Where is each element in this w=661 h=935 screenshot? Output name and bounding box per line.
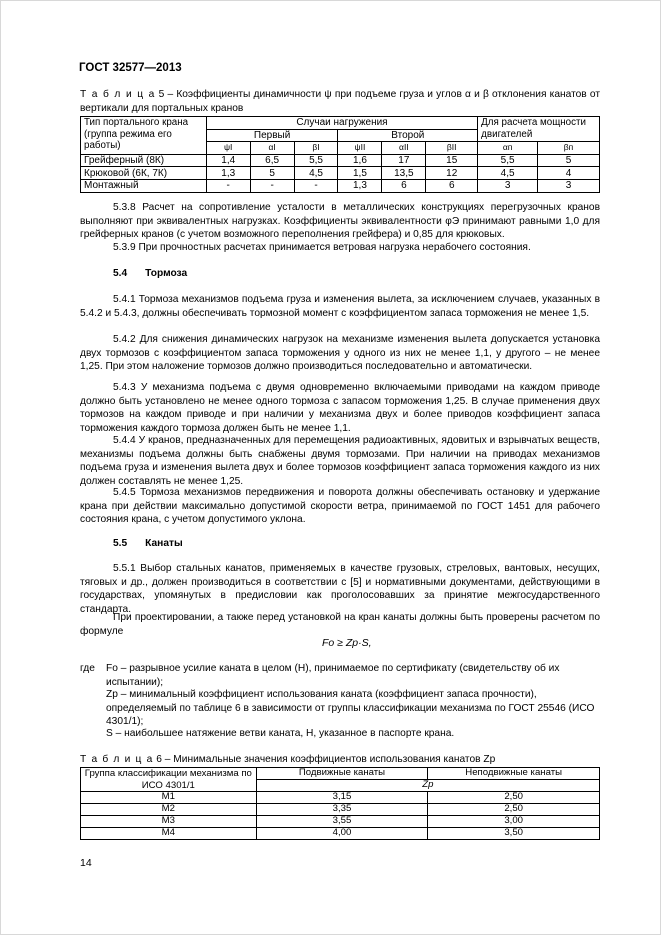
table5-sub-beta2: βII <box>426 142 478 155</box>
table6-col-group: Группа классификации механизма по ИСО 4301/1 <box>81 768 257 792</box>
table6-moving: 3,15 <box>256 792 428 804</box>
table6-fixed: 3,00 <box>428 816 600 828</box>
table5 <box>80 116 600 193</box>
table6-group: M4 <box>81 828 257 840</box>
table5-cell: 1,6 <box>338 154 382 167</box>
table5-cell: 1,3 <box>206 167 250 180</box>
table5-sub-beta-p: βп <box>538 142 600 155</box>
table6-col-zp: Zp <box>256 780 599 792</box>
where-zp: Zp – минимальный коэффициент использования каната (коэффициент запаса прочности), определяемый по таблице 6 в зависимости от группы классификации механизма по ГОСТ 25546 (ИСО 4301/1); <box>106 689 595 727</box>
section-number: 5.5 <box>113 538 128 549</box>
table5-caption-prefix: Т а б л и ц а <box>80 89 156 100</box>
table5-cell: 4,5 <box>294 167 338 180</box>
paragraph-5-4-2: 5.4.2 Для снижения динамических нагрузок на механизме изменения вылета допускается установка двух тормозов с коэффициентом запаса торможения у одного из них не менее 1,1, у другого – не менее 1,25. При этом наложение тормозов должно производиться последовательно и автоматически. <box>80 334 600 372</box>
section-title: Тормоза <box>145 268 188 279</box>
section-number: 5.4 <box>113 268 128 279</box>
paragraph-5-4-4: 5.4.4 У кранов, предназначенных для перемещения радиоактивных, ядовитых и взрывчатых веществ, механизмы подъема должны быть снабжены двумя тормозами. При наличии на приводах механизмов подъема груза и изменения вылета двух и более тормозов коэффициент запаса торможения каждого из них должен составлять не менее 1,25. <box>80 435 600 487</box>
table5-col-second: Второй <box>338 129 478 142</box>
table5-cell: 4,5 <box>478 167 538 180</box>
table6-group: M1 <box>81 792 257 804</box>
table-row <box>81 154 600 167</box>
table5-cell: 13,5 <box>382 167 426 180</box>
table5-col-calc: Для расчета мощности двигателей <box>478 117 600 142</box>
table5-cell: 3 <box>538 179 600 192</box>
table5-cell: - <box>294 179 338 192</box>
table5-sub-psi1: ψI <box>206 142 250 155</box>
table6-moving: 3,35 <box>256 804 428 816</box>
section-5-5-heading <box>113 538 183 549</box>
table6-fixed: 3,50 <box>428 828 600 840</box>
where-s: S – наибольшее натяжение ветви каната, Н, указанное в паспорте крана. <box>106 728 455 739</box>
table5-cell: 1,5 <box>338 167 382 180</box>
table5-cell: 5 <box>538 154 600 167</box>
table5-cell: 5 <box>250 167 294 180</box>
paragraph-5-3-8: 5.3.8 Расчет на сопротивление усталости в металлических конструкциях перегрузочных кранов выполняют при эквивалентных нагрузках. Коэффициенты эквивалентности φЭ принимают равными 1,0 для грейферных кранов (с учетом возможного переполнения грейфера) и 0,85 для крюковых. <box>80 202 600 240</box>
section-title: Канаты <box>145 538 183 549</box>
table5-col-type: Тип портального крана (группа режима его работы) <box>81 117 207 155</box>
paragraph-design: При проектировании, а также перед установкой на кран канаты должны быть проверены расчетом по формуле <box>80 612 600 637</box>
table5-cell: 3 <box>478 179 538 192</box>
table5-cell: 1,4 <box>206 154 250 167</box>
table5-cell: 12 <box>426 167 478 180</box>
page-number: 14 <box>80 857 92 869</box>
where-fo: Fо – разрывное усилие каната в целом (Н), принимаемое по сертификату (свидетельству об их испытании); <box>106 663 560 688</box>
table-row <box>81 804 600 816</box>
formula: Fо ≥ Zp·S, <box>322 637 372 649</box>
paragraph-5-4-5: 5.4.5 Тормоза механизмов передвижения и поворота должны обеспечивать остановку и удержание крана при действии максимально допустимой скорости ветра, принимаемой по ГОСТ 1451 для рабочего состояния крана, с учетом допустимого уклона. <box>80 487 600 525</box>
table5-cell: 4 <box>538 167 600 180</box>
table6-fixed: 2,50 <box>428 792 600 804</box>
table5-sub-psi2: ψII <box>338 142 382 155</box>
paragraph-5-5-1: 5.5.1 Выбор стальных канатов, применяемых в качестве грузовых, стреловых, вантовых, несущих, тяговых и др., должен производиться в соответствии с [5] и нормативными документами, действующими в государствах, упомянутых в предисловии как проголосовавших за принятие межгосударственного стандарта. <box>80 563 600 615</box>
document-header: ГОСТ 32577—2013 <box>79 62 182 74</box>
section-5-4-heading <box>113 268 187 279</box>
table-row <box>81 816 600 828</box>
table-row <box>81 792 600 804</box>
table5-col-first: Первый <box>206 129 338 142</box>
table6 <box>80 767 600 840</box>
table6-group: M2 <box>81 804 257 816</box>
table5-cell: 1,3 <box>338 179 382 192</box>
table6-fixed: 2,50 <box>428 804 600 816</box>
table5-caption-text: 5 – Коэффициенты динамичности ψ при подъеме груза и углов α и β отклонения канатов от вертикали для портальных кранов <box>80 89 600 114</box>
table5-cell: 15 <box>426 154 478 167</box>
where-label: где <box>80 663 95 674</box>
table5-cell: 6,5 <box>250 154 294 167</box>
paragraph-5-4-3: 5.4.3 У механизма подъема с двумя одновременно включаемыми приводами на каждом приводе должно быть установлено не менее одного тормоза с запасом торможения 1,25. В случае применения двух тормозов на каждом приводе и при наличии у механизма двух и более приводов коэффициент запаса торможения каждого тормоза должен быть не менее 1,1. <box>80 382 600 434</box>
table5-row-name: Крюковой (6К, 7К) <box>81 167 207 180</box>
table-row <box>81 167 600 180</box>
paragraph-5-4-1: 5.4.1 Тормоза механизмов подъема груза и изменения вылета, за исключением случаев, указанных в 5.4.2 и 5.4.3, должны обеспечивать тормозной момент с коэффициентом запаса торможения не менее 1,5. <box>80 294 600 319</box>
paragraph-5-3-9: 5.3.9 При прочностных расчетах принимается ветровая нагрузка нерабочего состояния. <box>113 242 531 253</box>
table5-sub-alpha-p: αп <box>478 142 538 155</box>
table5-cell: - <box>206 179 250 192</box>
table6-moving: 3,55 <box>256 816 428 828</box>
table6-group: M3 <box>81 816 257 828</box>
table6-col-moving: Подвижные канаты <box>256 768 428 780</box>
table5-cell: 17 <box>382 154 426 167</box>
table5-sub-alpha1: αI <box>250 142 294 155</box>
table6-col-fixed: Неподвижные канаты <box>428 768 600 780</box>
table5-row-name: Монтажный <box>81 179 207 192</box>
table5-sub-beta1: βI <box>294 142 338 155</box>
table5-cell: 6 <box>382 179 426 192</box>
table5-cell: - <box>250 179 294 192</box>
table6-caption-text: 6 – Минимальные значения коэффициентов использования канатов Zp <box>153 754 496 765</box>
table5-row-name: Грейферный (8К) <box>81 154 207 167</box>
table5-cell: 6 <box>426 179 478 192</box>
table-row <box>81 179 600 192</box>
table6-caption-prefix: Т а б л и ц а <box>80 754 154 765</box>
table5-sub-alpha2: αII <box>382 142 426 155</box>
table5-col-cases: Случаи нагружения <box>206 117 477 130</box>
table5-cell: 5,5 <box>294 154 338 167</box>
table6-caption <box>80 753 600 767</box>
table-row <box>81 828 600 840</box>
table5-cell: 5,5 <box>478 154 538 167</box>
table6-moving: 4,00 <box>256 828 428 840</box>
table5-caption <box>80 88 600 115</box>
